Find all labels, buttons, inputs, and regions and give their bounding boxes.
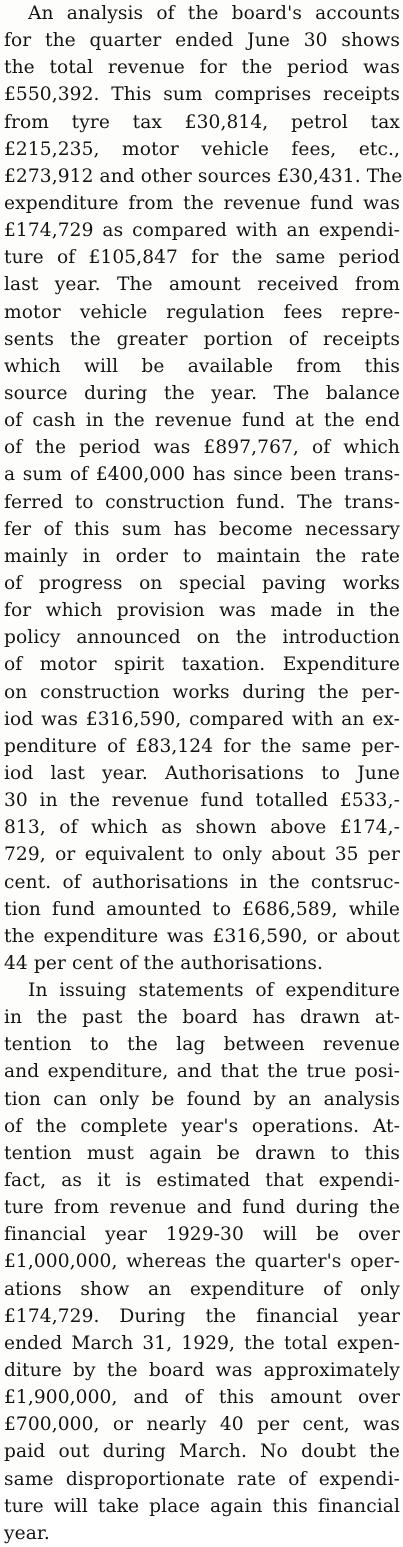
- article-line: £174,729 as compared with an expendi-: [4, 220, 400, 242]
- article-line: paid out during March. No doubt the: [4, 1441, 400, 1463]
- article-line: tion can only be found by an analysis: [4, 1088, 400, 1110]
- article-line: penditure of £83,124 for the same per-: [4, 735, 400, 757]
- article-line: of the complete year's operations. At-: [4, 1115, 400, 1137]
- article-line: the expenditure was £316,590, or about: [4, 925, 400, 947]
- article-line: and expenditure, and that the true posi-: [4, 1061, 400, 1083]
- article-line: from tyre tax £30,814, petrol tax: [4, 111, 400, 133]
- article-line: tention must again be drawn to this: [4, 1142, 400, 1164]
- article-line: £1,000,000, whereas the quarter's oper-: [4, 1251, 400, 1273]
- article-line: same disproportionate rate of expendi-: [4, 1468, 400, 1490]
- article-line: on construction works during the per-: [4, 681, 400, 703]
- article-line: ferred to construction fund. The trans-: [4, 491, 400, 513]
- article-line: sents the greater portion of receipts: [4, 328, 400, 350]
- article-line: expenditure from the revenue fund was: [4, 192, 400, 214]
- article-line: the total revenue for the period was: [4, 57, 400, 79]
- article-line: fact, as it is estimated that expendi-: [4, 1170, 400, 1192]
- article-line: motor vehicle regulation fees repre-: [4, 301, 400, 323]
- article-line: iod was £316,590, compared with an ex-: [4, 708, 400, 730]
- article-line: 44 per cent of the authorisations.: [4, 952, 324, 974]
- article-line: In issuing statements of expenditure: [28, 980, 400, 1002]
- article-line: financial year 1929-30 will be over: [4, 1224, 400, 1246]
- article-line: An analysis of the board's accounts: [28, 3, 400, 24]
- article-paragraph: [4, 977, 400, 1547]
- article-line: fer of this sum has become necessary: [4, 518, 400, 540]
- article-paragraph: [4, 0, 403, 977]
- article-line: policy announced on the introduction: [4, 627, 400, 649]
- article-line: £174,729. During the financial year: [4, 1305, 400, 1327]
- article-line: diture by the board was approximately: [4, 1360, 400, 1382]
- article-line: for which provision was made in the: [4, 600, 400, 622]
- article-line: of the period was £897,767, of which: [4, 437, 400, 459]
- article-line: 813, of which as shown above £174,-: [4, 817, 400, 839]
- article-line: of motor spirit taxation. Expenditure: [4, 654, 400, 676]
- article-line: for the quarter ended June 30 shows: [4, 30, 400, 52]
- article-line: a sum of £400,000 has since been trans-: [4, 464, 400, 486]
- article-line: £215,235, motor vehicle fees, etc.,: [4, 138, 400, 160]
- article-line: source during the year. The balance: [4, 382, 400, 404]
- article-line: which will be available from this: [4, 355, 400, 377]
- article-line: ture from revenue and fund during the: [4, 1197, 400, 1219]
- article-line: in the past the board has drawn at-: [4, 1007, 400, 1029]
- article-line: last year. The amount received from: [4, 274, 400, 296]
- article-line: £550,392. This sum comprises receipts: [4, 84, 400, 106]
- article-line: ture of £105,847 for the same period: [4, 247, 400, 269]
- article-line: £273,912 and other sources £30,431. The: [4, 165, 403, 187]
- article-line: tention to the lag between revenue: [4, 1034, 400, 1056]
- article-line: year.: [4, 1522, 50, 1544]
- article-column: [4, 0, 403, 1547]
- article-line: £700,000, or nearly 40 per cent, was: [4, 1414, 400, 1436]
- article-line: iod last year. Authorisations to June: [4, 762, 400, 784]
- article-line: 30 in the revenue fund totalled £533,-: [4, 790, 400, 812]
- article-line: ture will take place again this financial: [4, 1495, 400, 1517]
- article-line: ations show an expenditure of only: [4, 1278, 400, 1300]
- article-line: £1,900,000, and of this amount over: [4, 1387, 400, 1409]
- article-line: tion fund amounted to £686,589, while: [4, 898, 400, 920]
- article-line: of progress on special paving works: [4, 572, 400, 594]
- article-line: mainly in order to maintain the rate: [4, 545, 400, 567]
- article-line: of cash in the revenue fund at the end: [4, 410, 400, 432]
- article-line: cent. of authorisations in the contsruc-: [4, 871, 400, 893]
- article-line: 729, or equivalent to only about 35 per: [4, 844, 400, 866]
- article-line: ended March 31, 1929, the total expen-: [4, 1332, 400, 1354]
